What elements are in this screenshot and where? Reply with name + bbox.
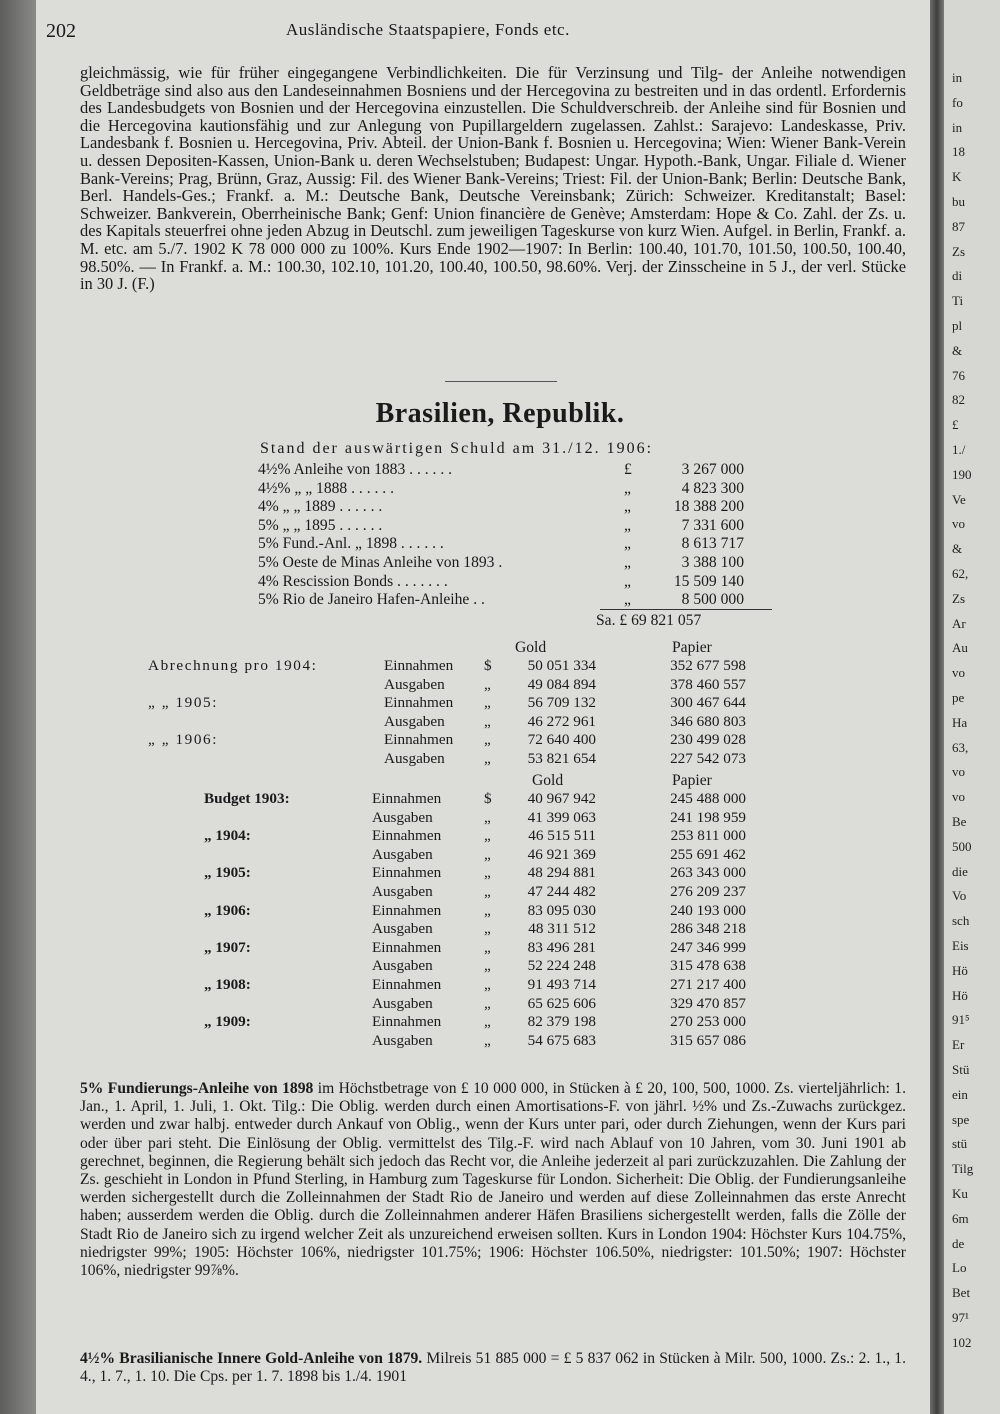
budget-c2: Einnahmen [372, 938, 442, 956]
accounts-row [140, 750, 780, 768]
debt-amount: 8 500 000 [681, 591, 744, 609]
adjacent-page-fragment: & [952, 342, 963, 358]
adjacent-page-fragment: Bet [952, 1285, 971, 1301]
adjacent-page-fragment: 91⁵ [952, 1012, 970, 1028]
budget-gold-value: 54 675 683 [527, 1031, 596, 1049]
debt-label: 5% Rio de Janeiro Hafen-Anleihe . . [258, 591, 485, 609]
budget-gold-value: 46 921 369 [527, 845, 596, 863]
adjacent-page-fragment: Ku [952, 1186, 968, 1201]
adjacent-page-fragment: die [952, 863, 968, 879]
budget-c1: „ 1908: [204, 976, 251, 993]
adjacent-page-fragment: in [952, 119, 963, 135]
adjacent-page-fragment: stü [952, 1136, 968, 1152]
adjacent-page-fragment: vo [952, 516, 965, 532]
gold-loan-heading: 4½% Brasilianische Innere Gold-Anleihe von 1879. [80, 1350, 423, 1367]
adjacent-page-fragment: in [952, 70, 963, 85]
adjacent-page-fragment: 82 [952, 392, 965, 408]
budget-row [140, 976, 780, 994]
book-gutter [930, 0, 944, 1414]
budget-c3: „ [484, 808, 491, 826]
adjacent-page-fragment: vo [952, 789, 965, 805]
budget-c1: „ 1909: [204, 1013, 251, 1031]
budget-paper-value: 271 217 400 [670, 976, 746, 993]
adjacent-page-fragment: Ha [952, 714, 968, 730]
adjacent-page-fragment: Eis [952, 938, 969, 953]
adjacent-page-fragment: Au [952, 640, 968, 656]
debt-amount: 7 331 600 [681, 516, 744, 534]
accounts-paper-value: 346 680 803 [670, 712, 746, 730]
budget-c2: Einnahmen [372, 790, 442, 807]
budget-paper-value: 315 478 638 [670, 957, 746, 975]
page-header [46, 14, 896, 44]
budget-paper-value: 245 488 000 [670, 790, 746, 807]
debt-currency: „ [624, 479, 631, 497]
adjacent-page-fragment: bu [952, 194, 965, 209]
debt-currency: „ [624, 516, 631, 534]
adjacent-page-fragment: Be [952, 814, 967, 829]
budget-gold-value: 41 399 063 [527, 808, 596, 826]
funding-loan-text: im Höchstbetrage von £ 10 000 000, in Stücken à £ 20, 100, 500, 1000. Zs. vierteljährlich: 1. Jan., 1. April, 1. Juli, 1. Okt. Tilg.: Die Oblig. werden durch einen Amortisations-F. von jährl. ½% und Zs.-Zuwachs zurückgez. werden und zwar halbj. entweder durch Ankauf von Oblig., wenn der Kurs unter pari, oder durch Ziehungen, wenn der Kurs pari oder über pari steht. Die Einlösung der Oblig. vermittelst des Tilg.-F. wird nach Ablauf von 10 Jahren, vom 30. Juni 1901 ab gerechnet, beginnen, die Regierung behält sich jedoch das Recht vor, die Anleihe jederzeit al pari zurückzuzahlen. Die Zahlung der Zs. geschieht in London in Pfund Sterling, in Hamburg zum Tageskurse für London. Sicherheit: Die Oblig. der Fundierungsanleihe werden sichergestellt durch die Zolleinnahmen der Stadt Rio de Janeiro und werden auf diese Zolleinnahmen das erste Anrecht haben; ausserdem werden die Oblig. durch die Zolleinnahmen anderer Häfen Brasiliens sichergestellt werden, falls die Zölle der Stadt Rio de Janeiro sich zu irgend welcher Zeit als unzureichend erweisen sollten. Kurs in London 1904: Höchster Kurs 104.75%, niedrigster 99%; 1905: Höchster 106%, niedrigster 101.75%; 1906: Höchster 106.50%, niedrigster: 101.50%; 1907: Höchster 106%, niedrigster 99⅞%. [80, 1080, 906, 1280]
budget-c3: $ [484, 790, 492, 807]
debt-amount: 15 509 140 [673, 572, 744, 590]
accounts-c3: „ [484, 712, 491, 730]
budget-paper-value: 276 209 237 [670, 883, 746, 900]
accounts-c1: „ „ 1906: [148, 731, 219, 749]
budget-gold-value: 83 095 030 [527, 901, 596, 919]
budget-c2: Einnahmen [372, 827, 442, 845]
accounts-c3: „ [484, 750, 491, 767]
adjacent-page-fragment: pl [952, 318, 963, 333]
debt-currency: „ [624, 591, 631, 609]
debt-currency: „ [624, 572, 631, 590]
budget-c2: Einnahmen [372, 1013, 442, 1031]
accounts-row [140, 731, 780, 749]
page-number: 202 [46, 20, 76, 42]
accounts-paper-value: 300 467 644 [670, 694, 746, 712]
budget-row [140, 883, 780, 901]
budget-row [140, 995, 780, 1013]
adjacent-page-fragment: Tilg [952, 1161, 974, 1177]
adjacent-page-fragment: de [952, 1235, 965, 1251]
debt-currency: „ [624, 554, 631, 571]
budget-row [140, 902, 780, 920]
budget-paper-value: 315 657 086 [670, 1031, 746, 1049]
adjacent-page-fragment: 102 [952, 1334, 972, 1350]
budget-row [140, 920, 780, 938]
paragraph-bosnia-loan: gleichmässig, wie für früher eingegangene Verbindlichkeiten. Die für Verzinsung und Tilg- der Anleihe notwendigen Geldbeträge sind also aus den Landeseinnahmen Bosniens und der Hercegovina zu bestreiten und in das ordentl. Erfordernis des Landesbudgets von Bosnien und der Hercegovina einzustellen. Die Schuldverschreib. der Anleihe sind für Bosnien und die Hercegovina kautionsfähig und zur Anlegung von Pupillargeldern zugelassen. Zahlst.: Sarajevo: Landeskasse, Priv. Landesbank f. Bosnien u. Hercegovina, Priv. Abteil. der Union-Bank f. Bosnien u. Hercegovina; Wien: Wiener Bank-Verein u. dessen Depositen-Kassen, Union-Bank u. deren Wechselstuben; Budapest: Ungar. Hypoth.-Bank, Ungar. Filiale d. Wiener Bank-Vereins; Prag, Brünn, Graz, Aussig: Fil. des Wiener Bank-Vereins; Triest: Fil. der Union-Bank; Berlin: Deutsche Bank, Berl. Handels-Ges.; Frankf. a. M.: Deutsche Bank, Deutsche Vereinsbank; Zürich: Schweizer. Kreditanstalt; Basel: Schweizer. Bankverein, Oberrheinische Bank; Genf: Union financière de Genève; Amsterdam: Hope & Co. Zahl. der Zs. u. des Kapitals steuerfrei ohne jeden Abzug in Deutschl. zum jeweiligen Tageskurse von kurz Wien. Aufgel. in Berlin, Frankf. a. M. etc. am 5./7. 1902 K 78 000 000 zu 100%. Kurs Ende 1902—1907: In Berlin: 100.40, 101.70, 101.50, 100.50, 100.40, 98.50%. — In Frankf. a. M.: 100.30, 102.10, 101.20, 100.40, 100.50, 98.60%. Verj. der Zinsscheine in 5 J., der verl. Stücke in 30 J. (F.) [80, 63, 906, 294]
adjacent-page-fragment: Ar [952, 615, 966, 631]
debt-label: 4% Rescission Bonds . . . . . . . [258, 572, 448, 590]
budget-paper-value: 255 691 462 [670, 845, 746, 863]
adjacent-page-fragment: Stü [952, 1062, 970, 1077]
accounts-gold-value: 53 821 654 [527, 750, 596, 767]
debt-label: 5% „ „ 1895 . . . . . . [258, 516, 383, 534]
debt-amount: 18 388 200 [673, 498, 744, 516]
funding-loan-heading: 5% Fundierungs-Anleihe von 1898 [80, 1080, 314, 1097]
accounts-c2: Einnahmen [384, 657, 454, 674]
budget-c3: „ [484, 976, 491, 993]
adjacent-page-fragment: Hö [952, 962, 968, 978]
debt-currency: „ [624, 498, 631, 516]
debt-amount: 3 388 100 [681, 554, 744, 571]
budget-c3: „ [484, 938, 491, 956]
debt-label: 5% Fund.-Anl. „ 1898 . . . . . . [258, 535, 444, 553]
debt-amount: 3 267 000 [681, 461, 744, 478]
debt-label: 4½% „ „ 1888 . . . . . . [258, 479, 394, 497]
adjacent-page-fragment: di [952, 268, 963, 284]
accounts-c3: „ [484, 675, 491, 693]
debt-currency: £ [624, 461, 632, 478]
adjacent-page-fragment: Vo [952, 888, 967, 904]
accounts-paper-value: 378 460 557 [670, 675, 746, 693]
accounts-c2: Einnahmen [384, 731, 454, 749]
adjacent-page-fragment: £ [952, 417, 959, 433]
accounts-row [140, 676, 780, 694]
budget-gold-value: 52 224 248 [527, 957, 596, 975]
budget-c2: Ausgaben [372, 1031, 433, 1049]
budget-row [140, 1032, 780, 1050]
budget-gold-value: 47 244 482 [527, 883, 596, 900]
debt-amount: 8 613 717 [681, 535, 744, 553]
budget-c1: „ 1906: [204, 901, 251, 919]
adjacent-page-fragment: sch [952, 913, 970, 929]
running-title: Ausländische Staatspapiere, Fonds etc. [286, 20, 570, 39]
accounts-c2: Einnahmen [384, 694, 454, 712]
budget-c2: Ausgaben [372, 808, 433, 826]
budget-gold-value: 82 379 198 [527, 1013, 596, 1031]
budget-gold-value: 48 311 512 [528, 920, 596, 938]
budget-c3: „ [484, 1013, 491, 1031]
budget-row [140, 1013, 780, 1031]
adjacent-page-fragment: 76 [952, 367, 965, 383]
adjacent-page-fragment: Hö [952, 987, 968, 1003]
budget-c3: „ [484, 827, 491, 845]
budget-gold-value: 48 294 881 [527, 864, 596, 882]
budget-c3: „ [484, 883, 491, 900]
section-divider [445, 381, 557, 382]
budget-c1: „ 1907: [204, 938, 251, 956]
budget-c3: „ [484, 864, 491, 882]
adjacent-page-fragment: 1./ [952, 442, 966, 457]
external-debt-total: Sa. £ 69 821 057 [596, 612, 702, 629]
budget-c2: Ausgaben [372, 994, 433, 1012]
sum-rule [600, 609, 772, 610]
adjacent-page-fragment: vo [952, 665, 965, 681]
budget-paper-value: 240 193 000 [670, 901, 746, 919]
debt-label: 5% Oeste de Minas Anleihe von 1893 . [258, 554, 503, 571]
adjacent-page-fragment: fo [952, 94, 963, 110]
adjacent-page-fragment: Zs [952, 243, 965, 259]
accounts-gold-value: 49 084 894 [527, 675, 596, 693]
budget-c3: „ [484, 845, 491, 863]
accounts-gold-value: 72 640 400 [527, 731, 596, 749]
accounts-head-gold: Gold [515, 639, 547, 656]
adjacent-page-fragment: 18 [952, 144, 965, 160]
accounts-c1: Abrechnung pro 1904: [148, 657, 318, 674]
budget-gold-value: 46 515 511 [528, 827, 596, 845]
accounts-c3: „ [484, 694, 491, 712]
budget-head-gold: Gold [532, 772, 564, 789]
budget-c1: „ 1905: [204, 864, 251, 882]
debt-label: 4½% Anleihe von 1883 . . . . . . [258, 461, 453, 478]
adjacent-page-fragment: 190 [952, 466, 972, 482]
adjacent-page-fragment: Ti [952, 293, 964, 309]
accounts-c2: Ausgaben [384, 750, 445, 767]
adjacent-page-fragment: 63, [952, 739, 969, 755]
adjacent-page-fragment: 62, [952, 566, 969, 581]
budget-gold-value: 91 493 714 [527, 976, 596, 993]
adjacent-page-fragment: K [952, 169, 962, 185]
debt-label: 4% „ „ 1889 . . . . . . [258, 498, 383, 516]
adjacent-page-fragment: 6m [952, 1210, 969, 1226]
accounts-head-paper: Papier [672, 639, 712, 656]
gold-loan-text: Milreis 51 885 000 = £ 5 837 062 in Stücken à Milr. 500, 1000. Zs.: 2. 1., 1. 4., 1. 7., 1. 10. Die Cps. per 1. 7. 1898 bis 1./4. 1901 [80, 1350, 906, 1386]
accounts-gold-value: 50 051 334 [527, 657, 596, 674]
budget-paper-value: 329 470 857 [670, 994, 746, 1012]
accounts-c2: Ausgaben [384, 712, 445, 730]
budget-c1: Budget 1903: [204, 790, 290, 807]
accounts-row [140, 713, 780, 731]
budget-c2: Ausgaben [372, 920, 433, 938]
adjacent-page-fragment: Zs [952, 590, 965, 606]
budget-c3: „ [484, 994, 491, 1012]
adjacent-page-fragment: 87 [952, 218, 965, 234]
budget-gold-value: 40 967 942 [527, 790, 596, 807]
adjacent-page-fragment: Er [952, 1037, 965, 1053]
paragraph-funding-loan-1898 [80, 1080, 906, 1280]
accounts-paper-value: 352 677 598 [670, 657, 746, 674]
adjacent-page-fragment: 97¹ [952, 1310, 969, 1325]
budget-c3: „ [484, 957, 491, 975]
adjacent-page-fragment: spe [952, 1111, 970, 1127]
budget-row [140, 790, 780, 808]
accounts-gold-value: 46 272 961 [527, 712, 596, 730]
accounts-paper-value: 230 499 028 [670, 731, 746, 749]
debt-currency: „ [624, 535, 631, 553]
budget-c2: Ausgaben [372, 957, 433, 975]
budget-c2: Ausgaben [372, 845, 433, 863]
budget-c2: Ausgaben [372, 883, 433, 900]
budget-c2: Einnahmen [372, 864, 442, 882]
adjacent-page-fragment: 500 [952, 838, 972, 854]
accounts-row [140, 657, 780, 675]
budget-paper-value: 263 343 000 [670, 864, 746, 882]
external-debt-caption: Stand der auswärtigen Schuld am 31./12. 1906: [260, 440, 654, 457]
budget-row [140, 809, 780, 827]
adjacent-page-fragment: ein [952, 1086, 968, 1102]
budget-row [140, 864, 780, 882]
adjacent-page-fragment: pe [952, 690, 965, 705]
accounts-row [140, 694, 780, 712]
section-title-brazil: Brasilien, Republik. [375, 398, 625, 429]
budget-c3: „ [484, 901, 491, 919]
budget-c2: Einnahmen [372, 976, 442, 993]
budget-gold-value: 65 625 606 [527, 994, 596, 1012]
budget-paper-value: 270 253 000 [670, 1013, 746, 1031]
budget-head-paper: Papier [672, 772, 712, 789]
budget-c1: „ 1904: [204, 827, 251, 845]
adjacent-page-fragment: Lo [952, 1260, 967, 1276]
accounts-paper-value: 227 542 073 [670, 750, 746, 767]
budget-paper-value: 241 198 959 [670, 808, 746, 826]
accounts-c3: „ [484, 731, 491, 749]
budget-paper-value: 286 348 218 [670, 920, 746, 938]
budget-c2: Einnahmen [372, 901, 442, 919]
budget-paper-value: 253 811 000 [670, 827, 746, 845]
scan-left-margin [0, 0, 36, 1414]
adjacent-page-strip [944, 0, 1000, 1414]
budget-paper-value: 247 346 999 [670, 938, 746, 956]
budget-gold-value: 83 496 281 [527, 938, 596, 956]
adjacent-page-fragment: vo [952, 764, 965, 780]
accounts-c3: $ [484, 657, 492, 674]
debt-amount: 4 823 300 [681, 479, 744, 497]
budget-row [140, 827, 780, 845]
accounts-c2: Ausgaben [384, 675, 445, 693]
budget-c3: „ [484, 1031, 491, 1049]
accounts-gold-value: 56 709 132 [527, 694, 596, 712]
adjacent-page-fragment: & [952, 541, 963, 557]
adjacent-page-fragment: Ve [952, 491, 966, 507]
paragraph-gold-loan-1879 [80, 1350, 906, 1386]
budget-c3: „ [484, 920, 491, 938]
budget-row [140, 846, 780, 864]
budget-row [140, 939, 780, 957]
accounts-c1: „ „ 1905: [148, 694, 219, 712]
budget-row [140, 957, 780, 975]
